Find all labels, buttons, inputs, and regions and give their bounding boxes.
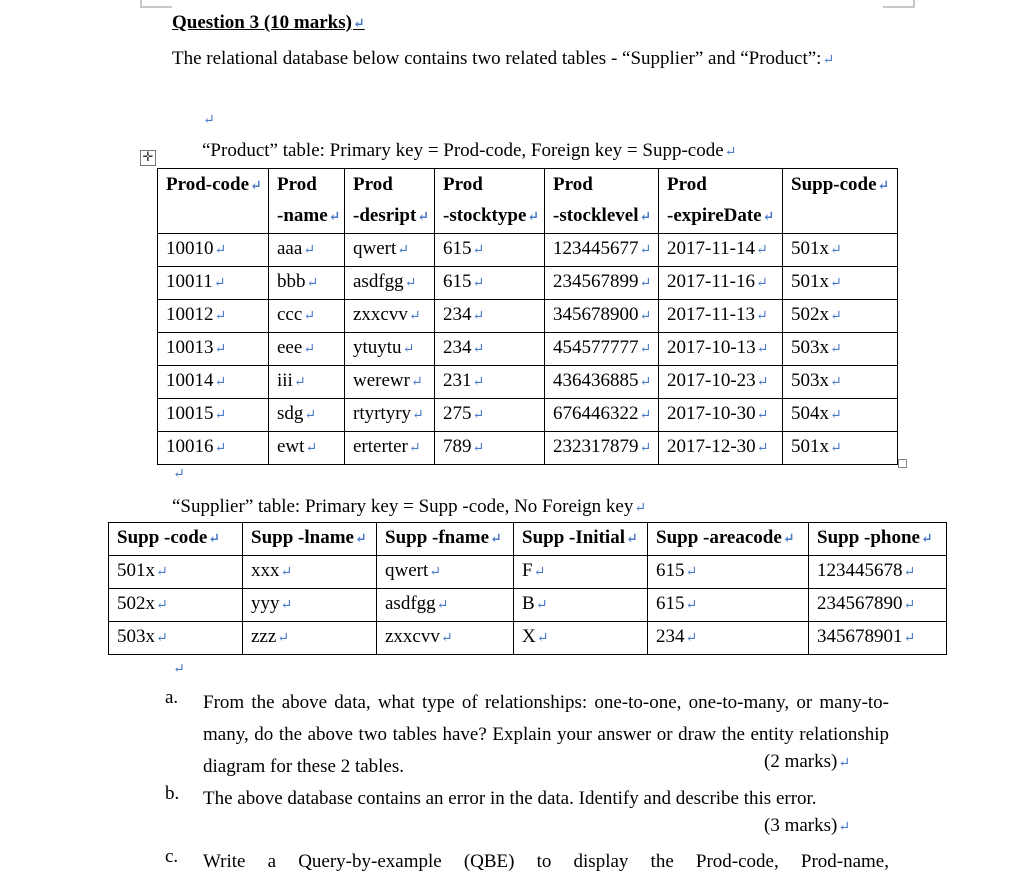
product-cell[interactable] <box>545 333 659 366</box>
paragraph-mark-icon: ↵ <box>472 375 485 390</box>
cell-text: werewr <box>353 370 410 391</box>
paragraph-mark-icon: ↵ <box>173 662 185 677</box>
product-header-cell[interactable]: Prod -stocktype↵ <box>435 169 545 234</box>
product-table <box>157 168 898 465</box>
supplier-cell[interactable] <box>809 556 947 589</box>
cell-text: ytuytu <box>353 337 402 358</box>
product-header-cell[interactable]: Prod -name↵ <box>269 169 345 234</box>
paragraph-mark-icon: ↵ <box>303 309 316 324</box>
cell-text: Supp -lname <box>251 527 354 548</box>
paragraph-mark-icon: ↵ <box>214 243 227 258</box>
table-row <box>158 300 898 333</box>
paragraph-mark-icon: ↵ <box>685 565 698 580</box>
product-cell[interactable] <box>659 432 783 465</box>
product-header-cell[interactable]: Prod -desript↵ <box>345 169 435 234</box>
cell-text: 234 <box>443 337 472 358</box>
product-cell[interactable] <box>435 300 545 333</box>
product-table-body <box>158 234 898 465</box>
subquestion-label: c. <box>165 846 179 867</box>
paragraph-mark-icon: ↵ <box>472 342 485 357</box>
supplier-cell[interactable] <box>809 589 947 622</box>
cell-text: 345678900 <box>553 304 639 325</box>
paragraph-mark-icon: ↵ <box>639 243 652 258</box>
product-cell[interactable] <box>545 300 659 333</box>
cell-text: 231 <box>443 370 472 391</box>
cell-text: Supp -areacode <box>656 527 782 548</box>
cell-text: 234 <box>443 304 472 325</box>
paragraph-mark-icon: ↵ <box>724 145 737 160</box>
supplier-cell[interactable] <box>109 556 243 589</box>
paragraph-mark-icon: ↵ <box>830 243 842 258</box>
cell-text: B <box>522 593 535 614</box>
cell-text: 2017-10-30 <box>667 403 756 424</box>
paragraph-mark-icon: ↵ <box>408 309 421 324</box>
subquestion-label: a. <box>165 687 179 708</box>
paragraph-mark-icon: ↵ <box>755 276 768 291</box>
cell-text: 436436885 <box>553 370 639 391</box>
cell-text: 10013 <box>166 337 214 358</box>
product-cell[interactable] <box>158 366 269 399</box>
empty-paragraph <box>172 657 185 679</box>
paragraph-mark-icon: ↵ <box>402 342 415 357</box>
product-cell[interactable] <box>269 300 345 333</box>
cell-text: asdfgg <box>353 271 404 292</box>
cell-text: 501x <box>791 271 829 292</box>
cell-text: 2017-10-23 <box>667 370 756 391</box>
cell-text: 10015 <box>166 403 214 424</box>
cell-text: sdg <box>277 403 304 424</box>
paragraph-mark-icon: ↵ <box>404 276 417 291</box>
paragraph-mark-icon: ↵ <box>203 113 215 128</box>
product-cell[interactable] <box>435 234 545 267</box>
cell-text: 2017-11-16 <box>667 271 755 292</box>
paragraph-mark-icon: ↵ <box>472 243 485 258</box>
subquestion-a-marks: (2 marks)↵ <box>764 751 851 772</box>
product-cell[interactable] <box>783 432 898 465</box>
product-cell[interactable] <box>435 366 545 399</box>
cell-text: 232317879 <box>553 436 639 457</box>
paragraph-mark-icon: ↵ <box>352 17 365 32</box>
paragraph-mark-icon: ↵ <box>639 276 652 291</box>
product-cell[interactable] <box>158 333 269 366</box>
paragraph-mark-icon: ↵ <box>408 441 421 456</box>
product-cell[interactable] <box>269 333 345 366</box>
cell-text: asdfgg <box>385 593 436 614</box>
paragraph-mark-icon: ↵ <box>412 408 424 423</box>
question-intro: The relational database below contains two related tables - “Supplier” and “Product”:↵ <box>172 48 835 69</box>
cell-text: 234567899 <box>553 271 639 292</box>
supplier-cell[interactable] <box>809 622 947 655</box>
supplier-header-cell[interactable] <box>109 523 243 556</box>
page-corner-mark-right <box>883 0 915 8</box>
paragraph-mark-icon: ↵ <box>397 243 409 258</box>
product-cell[interactable] <box>435 432 545 465</box>
table-row <box>158 366 898 399</box>
paragraph-mark-icon: ↵ <box>156 565 168 580</box>
supplier-cell[interactable] <box>648 622 809 655</box>
product-cell[interactable] <box>783 366 898 399</box>
cell-text: 504x <box>791 403 829 424</box>
product-cell[interactable] <box>158 432 269 465</box>
product-cell[interactable] <box>435 333 545 366</box>
paragraph-mark-icon: ↵ <box>838 820 851 835</box>
supplier-header-cell[interactable] <box>377 523 514 556</box>
paragraph-mark-icon: ↵ <box>639 210 652 225</box>
paragraph-mark-icon: ↵ <box>756 342 769 357</box>
cell-text: 615 <box>443 271 472 292</box>
cell-text: 615 <box>656 560 685 581</box>
cell-text: qwert <box>353 238 397 259</box>
paragraph-mark-icon: ↵ <box>306 276 319 291</box>
paragraph-mark-icon: ↵ <box>410 375 423 390</box>
product-cell[interactable] <box>659 333 783 366</box>
paragraph-mark-icon: ↵ <box>214 375 227 390</box>
paragraph-mark-icon: ↵ <box>472 408 485 423</box>
product-cell[interactable] <box>659 366 783 399</box>
paragraph-mark-icon: ↵ <box>639 441 652 456</box>
paragraph-mark-icon: ↵ <box>305 441 318 456</box>
product-cell[interactable] <box>345 399 435 432</box>
cell-text: 503x <box>791 337 829 358</box>
product-cell[interactable] <box>158 300 269 333</box>
paragraph-mark-icon: ↵ <box>527 210 540 225</box>
paragraph-mark-icon: ↵ <box>755 309 768 324</box>
table-row <box>158 234 898 267</box>
page-corner-mark-left <box>140 0 172 8</box>
paragraph-mark-icon: ↵ <box>214 441 227 456</box>
supplier-cell[interactable] <box>648 589 809 622</box>
paragraph-mark-icon: ↵ <box>417 210 430 225</box>
paragraph-mark-icon: ↵ <box>214 408 227 423</box>
product-cell[interactable] <box>269 234 345 267</box>
product-cell[interactable] <box>545 432 659 465</box>
paragraph-mark-icon: ↵ <box>472 309 485 324</box>
product-cell[interactable] <box>345 366 435 399</box>
paragraph-mark-icon: ↵ <box>634 501 647 516</box>
cell-text: 2017-12-30 <box>667 436 756 457</box>
supplier-cell[interactable] <box>377 622 514 655</box>
cell-text: eee <box>277 337 303 358</box>
product-cell[interactable] <box>783 333 898 366</box>
paragraph-mark-icon: ↵ <box>156 598 168 613</box>
cell-text: rtyrtyry <box>353 403 412 424</box>
product-cell[interactable] <box>545 234 659 267</box>
supplier-header-cell[interactable] <box>648 523 809 556</box>
cell-text: 676446322 <box>553 403 639 424</box>
cell-text: 123445678 <box>817 560 903 581</box>
product-cell[interactable] <box>659 399 783 432</box>
product-cell[interactable] <box>659 300 783 333</box>
supplier-table-caption: “Supplier” table: Primary key = Supp -code, No Foreign key↵ <box>172 496 647 517</box>
supplier-cell[interactable] <box>243 622 377 655</box>
product-cell[interactable] <box>158 267 269 300</box>
product-table-caption: “Product” table: Primary key = Prod-code, Foreign key = Supp-code↵ <box>202 140 737 161</box>
product-cell[interactable] <box>345 333 435 366</box>
cell-text: ccc <box>277 304 303 325</box>
cell-text: 2017-11-13 <box>667 304 755 325</box>
paragraph-mark-icon: ↵ <box>903 598 916 613</box>
product-cell[interactable] <box>269 267 345 300</box>
paragraph-mark-icon: ↵ <box>472 276 485 291</box>
product-cell[interactable] <box>269 366 345 399</box>
paragraph-mark-icon: ↵ <box>830 342 842 357</box>
cell-text: 502x <box>791 304 829 325</box>
cell-text: 615 <box>443 238 472 259</box>
cell-text: 454577777 <box>553 337 639 358</box>
empty-paragraph <box>172 462 185 484</box>
paragraph-mark-icon: ↵ <box>293 375 306 390</box>
supplier-cell[interactable] <box>514 589 648 622</box>
paragraph-mark-icon: ↵ <box>354 532 367 547</box>
paragraph-mark-icon: ↵ <box>213 276 226 291</box>
paragraph-mark-icon: ↵ <box>830 309 842 324</box>
paragraph-mark-icon: ↵ <box>304 408 317 423</box>
paragraph-mark-icon: ↵ <box>838 756 851 771</box>
paragraph-mark-icon: ↵ <box>685 598 698 613</box>
cell-text: 615 <box>656 593 685 614</box>
paragraph-mark-icon: ↵ <box>756 375 769 390</box>
paragraph-mark-icon: ↵ <box>250 179 262 194</box>
cell-text: erterter <box>353 436 408 457</box>
product-cell[interactable] <box>545 366 659 399</box>
paragraph-mark-icon: ↵ <box>277 631 290 646</box>
product-table-header-row <box>158 169 898 234</box>
supplier-header-cell[interactable] <box>243 523 377 556</box>
cell-text: 2017-11-14 <box>667 238 755 259</box>
cell-text: bbb <box>277 271 306 292</box>
supplier-cell[interactable] <box>109 589 243 622</box>
cell-text: 503x <box>791 370 829 391</box>
supplier-cell[interactable] <box>377 589 514 622</box>
product-cell[interactable] <box>783 234 898 267</box>
paragraph-mark-icon: ↵ <box>782 532 795 547</box>
paragraph-mark-icon: ↵ <box>303 243 316 258</box>
supplier-cell[interactable] <box>514 622 648 655</box>
paragraph-mark-icon: ↵ <box>328 210 341 225</box>
product-header-cell[interactable]: Prod -stocklevel↵ <box>545 169 659 234</box>
cell-text: 10012 <box>166 304 214 325</box>
paragraph-mark-icon: ↵ <box>625 532 638 547</box>
cell-text: zxxcvv <box>385 626 440 647</box>
product-cell[interactable] <box>269 399 345 432</box>
paragraph-mark-icon: ↵ <box>440 631 453 646</box>
cell-text: zzz <box>251 626 277 647</box>
cell-text: 234 <box>656 626 685 647</box>
paragraph-mark-icon: ↵ <box>639 309 652 324</box>
product-header-cell[interactable]: Prod-code↵ <box>158 169 269 234</box>
paragraph-mark-icon: ↵ <box>685 631 698 646</box>
subquestion-text: From the above data, what type of relationships: one-to-one, one-to-many, or many-to-many, do the above two tables have? Explain your answer or draw the entity relationship diagram for these 2 tables. <box>203 692 889 777</box>
table-row <box>158 432 898 465</box>
table-row <box>158 333 898 366</box>
table-row <box>109 556 947 589</box>
product-cell[interactable] <box>345 234 435 267</box>
supplier-table-header-row <box>109 523 947 556</box>
product-cell[interactable] <box>783 267 898 300</box>
product-cell[interactable] <box>545 399 659 432</box>
cell-text: 503x <box>117 626 155 647</box>
subquestion-text: The above database contains an error in the data. Identify and describe this error. <box>203 788 817 809</box>
product-header-cell[interactable]: Prod -expireDate↵ <box>659 169 783 234</box>
paragraph-mark-icon: ↵ <box>639 408 652 423</box>
product-cell[interactable] <box>659 267 783 300</box>
paragraph-mark-icon: ↵ <box>303 342 316 357</box>
paragraph-mark-icon: ↵ <box>156 631 168 646</box>
cell-text: Supp -fname <box>385 527 489 548</box>
product-cell[interactable] <box>659 234 783 267</box>
supplier-cell[interactable] <box>243 556 377 589</box>
cell-text: Supp -phone <box>817 527 920 548</box>
paragraph-mark-icon: ↵ <box>214 342 227 357</box>
cell-text: yyy <box>251 593 280 614</box>
cell-text: F <box>522 560 533 581</box>
paragraph-mark-icon: ↵ <box>903 565 916 580</box>
supplier-header-cell[interactable] <box>809 523 947 556</box>
supplier-cell[interactable] <box>648 556 809 589</box>
product-cell[interactable] <box>345 267 435 300</box>
cell-text: 2017-10-13 <box>667 337 756 358</box>
cell-text: 501x <box>117 560 155 581</box>
product-cell[interactable] <box>158 399 269 432</box>
paragraph-mark-icon: ↵ <box>755 243 768 258</box>
supplier-cell[interactable] <box>109 622 243 655</box>
product-cell[interactable] <box>345 432 435 465</box>
product-cell[interactable] <box>783 300 898 333</box>
cell-text: 10010 <box>166 238 214 259</box>
paragraph-mark-icon: ↵ <box>536 631 549 646</box>
supplier-header-cell[interactable] <box>514 523 648 556</box>
paragraph-mark-icon: ↵ <box>208 532 221 547</box>
cell-text: 10014 <box>166 370 214 391</box>
paragraph-mark-icon: ↵ <box>920 532 933 547</box>
paragraph-mark-icon: ↵ <box>472 441 485 456</box>
paragraph-mark-icon: ↵ <box>436 598 449 613</box>
product-cell[interactable] <box>435 267 545 300</box>
supplier-table-body <box>109 556 947 655</box>
cell-text: 10016 <box>166 436 214 457</box>
cell-text: 10011 <box>166 271 213 292</box>
cell-text: X <box>522 626 536 647</box>
cell-text: ewt <box>277 436 305 457</box>
table-row <box>158 399 898 432</box>
cell-text: 345678901 <box>817 626 903 647</box>
product-header-cell[interactable]: Supp-code↵ <box>783 169 898 234</box>
paragraph-mark-icon: ↵ <box>830 408 842 423</box>
paragraph-mark-icon: ↵ <box>830 276 842 291</box>
cell-text: 501x <box>791 238 829 259</box>
paragraph-mark-icon: ↵ <box>822 53 835 68</box>
table-row <box>109 622 947 655</box>
product-cell[interactable] <box>345 300 435 333</box>
product-cell[interactable] <box>158 234 269 267</box>
subquestion-label: b. <box>165 783 180 804</box>
cell-text: 502x <box>117 593 155 614</box>
product-cell[interactable] <box>783 399 898 432</box>
paragraph-mark-icon: ↵ <box>830 375 842 390</box>
paragraph-mark-icon: ↵ <box>639 342 652 357</box>
table-move-handle-icon[interactable]: ✛ <box>140 150 156 166</box>
paragraph-mark-icon: ↵ <box>903 631 916 646</box>
paragraph-mark-icon: ↵ <box>877 179 890 194</box>
paragraph-mark-icon: ↵ <box>490 532 502 547</box>
supplier-cell[interactable] <box>377 556 514 589</box>
supplier-cell[interactable] <box>243 589 377 622</box>
paragraph-mark-icon: ↵ <box>756 441 769 456</box>
paragraph-mark-icon: ↵ <box>830 441 842 456</box>
paragraph-mark-icon: ↵ <box>214 309 227 324</box>
cell-text: 123445677 <box>553 238 639 259</box>
cell-text: qwert <box>385 560 429 581</box>
paragraph-mark-icon: ↵ <box>535 598 548 613</box>
paragraph-mark-icon: ↵ <box>280 565 293 580</box>
subquestion-b-marks: (3 marks)↵ <box>764 815 851 836</box>
paragraph-mark-icon: ↵ <box>533 565 546 580</box>
table-resize-handle-icon[interactable] <box>898 459 907 468</box>
cell-text: Supp -code <box>117 527 208 548</box>
cell-text: 789 <box>443 436 472 457</box>
paragraph-mark-icon: ↵ <box>639 375 652 390</box>
cell-text: iii <box>277 370 293 391</box>
paragraph-mark-icon: ↵ <box>280 598 293 613</box>
supplier-table <box>108 522 947 655</box>
paragraph-mark-icon: ↵ <box>756 408 769 423</box>
table-row <box>158 267 898 300</box>
cell-text: xxx <box>251 560 280 581</box>
paragraph-mark-icon: ↵ <box>173 467 185 482</box>
question-heading: Question 3 (10 marks)↵ <box>172 12 365 33</box>
cell-text: aaa <box>277 238 303 259</box>
supplier-cell[interactable] <box>514 556 648 589</box>
product-cell[interactable] <box>435 399 545 432</box>
paragraph-mark-icon: ↵ <box>762 210 775 225</box>
empty-paragraph <box>202 108 215 130</box>
cell-text: 234567890 <box>817 593 903 614</box>
table-row <box>109 589 947 622</box>
cell-text: 275 <box>443 403 472 424</box>
cell-text: Supp -Initial <box>522 527 625 548</box>
paragraph-mark-icon: ↵ <box>429 565 441 580</box>
product-cell[interactable] <box>269 432 345 465</box>
product-cell[interactable] <box>545 267 659 300</box>
cell-text: zxxcvv <box>353 304 408 325</box>
subquestion-text: Write a Query-by-example (QBE) to display the Prod-code, Prod-name, <box>203 851 889 872</box>
cell-text: 501x <box>791 436 829 457</box>
